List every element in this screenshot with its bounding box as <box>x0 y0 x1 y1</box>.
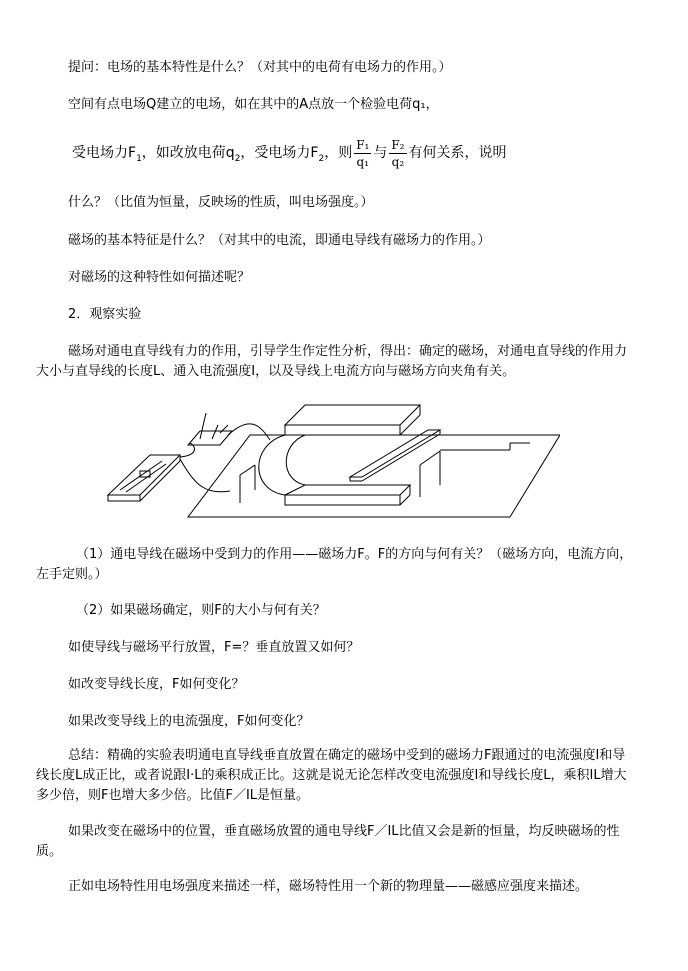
paragraph-change-current: 如果改变导线上的电流强度，F如何变化？ <box>68 714 310 729</box>
paragraph-force-ratio <box>72 134 632 178</box>
paragraph-magnetic-induction: 正如电场特性用电场强度来描述一样，磁场特性用一个新的物理量——磁感应强度来描述。 <box>68 879 589 894</box>
text-segment: ，如改放电荷q <box>141 145 235 161</box>
text-segment: 有何关系，说明 <box>408 145 507 161</box>
text-segment: 与 <box>373 145 388 161</box>
paragraph-force-direction: （1）通电导线在磁场中受到力的作用——磁场力F。F的方向与何有关？（磁场方向，电流方向，左手定则。） <box>36 547 633 582</box>
fraction-denominator: q₂ <box>391 154 405 169</box>
fraction-numerator: F₁ <box>356 137 370 152</box>
section-heading-experiment: 2．观察实验 <box>68 307 142 322</box>
subscript: 2 <box>234 153 241 164</box>
paragraph-question-electric-field: 提问：电场的基本特性是什么？（对其中的电荷有电场力的作用。） <box>68 60 452 75</box>
text-segment: ，受电场力F <box>240 145 319 161</box>
paragraph-how-to-describe: 对磁场的这种特性如何描述呢？ <box>68 270 251 285</box>
subscript: 1 <box>136 153 142 164</box>
paragraph-position-change: 如果改变在磁场中的位置，垂直磁场放置的通电导线F／IL比值又会是新的恒量，均反映磁场的性质。 <box>36 824 620 859</box>
fraction-f1-q1 <box>354 137 371 170</box>
paragraph-field-strength-answer: 什么？（比值为恒量，反映场的性质，叫电场强度。） <box>68 195 374 210</box>
fraction-denominator: q₁ <box>356 154 370 169</box>
paragraph-experiment-analysis: 磁场对通电直导线有力的作用，引导学生作定性分析，得出：确定的磁场，对通电直导线的作用力大小与直导线的长度L、通入电流强度I，以及导线上电流方向与磁场方向夹角有关。 <box>36 344 628 379</box>
paragraph-magnetic-question: 磁场的基本特征是什么？（对其中的电流，即通电导线有磁场力的作用。） <box>68 233 491 248</box>
text-segment: 受电场力F <box>72 145 137 161</box>
paragraph-summary: 总结：精确的实验表明通电直导线垂直放置在确定的磁场中受到的磁场力F跟通过的电流强度I和导线长度L成正比，或者说跟I·L的乘积成正比。这就是说无论怎样改变电流强度I和导线长度L，乘积IL增大多少倍，则F也增大多少倍。比值F／IL是恒量。 <box>36 748 627 803</box>
paragraph-change-length: 如改变导线长度，F如何变化？ <box>68 677 245 692</box>
subscript: 2 <box>318 153 325 164</box>
paragraph-test-charge: 空间有点电场Q建立的电场，如在其中的A点放一个检验电荷q₁， <box>68 97 439 112</box>
paragraph-parallel-perpendicular: 如使导线与磁场平行放置，F=？垂直放置又如何？ <box>68 640 360 655</box>
text-segment: ，则 <box>324 145 353 161</box>
fraction-numerator: F₂ <box>391 137 405 152</box>
paragraph-force-magnitude: （2）如果磁场确定，则F的大小与何有关？ <box>76 603 326 618</box>
fraction-f2-q2 <box>389 137 406 170</box>
experiment-apparatus-figure <box>100 395 560 530</box>
